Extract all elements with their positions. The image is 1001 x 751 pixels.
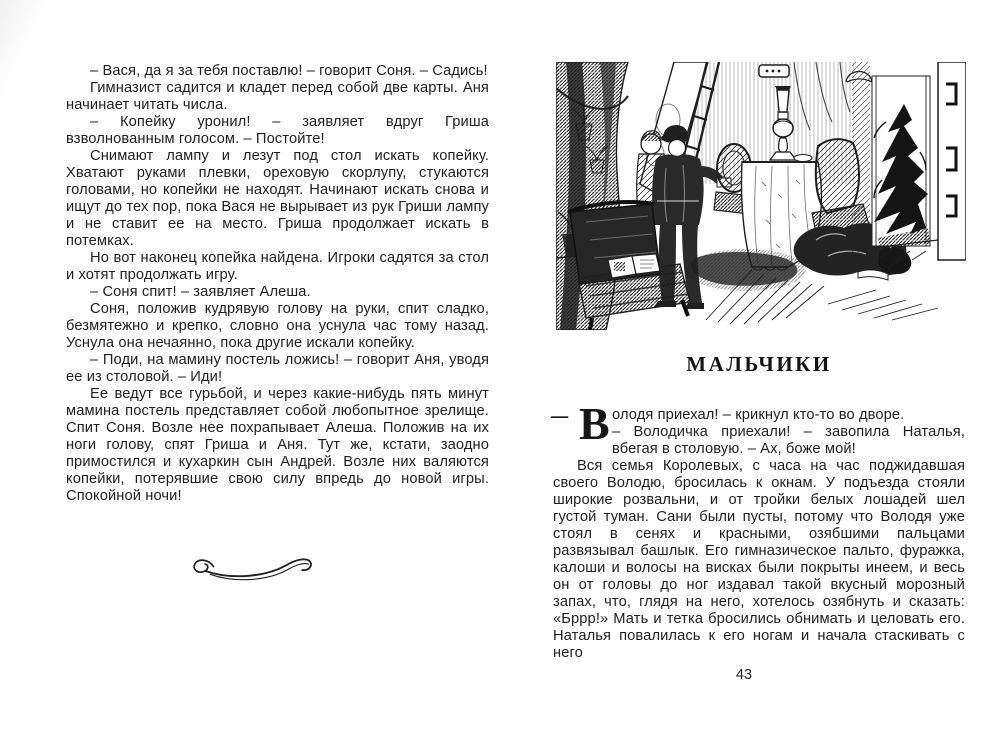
paragraph: Но вот наконец копейка найдена. Игроки садятся за стол и хотят продолжать игру.	[66, 250, 489, 283]
page-number: 43	[735, 667, 753, 683]
right-page	[553, 0, 965, 751]
paragraph: Соня, положив кудрявую голову на руки, спит сладко, безмятежно и крепко, словно она уснула час тому назад. Уснула она нечаянно, пока другие искали копейку.	[66, 301, 489, 351]
opening-paragraph	[551, 396, 965, 458]
left-page-text	[66, 63, 489, 505]
paragraph: Вся семья Королевых, с часа на час поджидавшая своего Володю, бросилась к окнам. У подъезда стояли широкие розвальни, и от тройки белых лошадей шел густой туман. Сани были пусты, потому что Володя уже стоял в сенях и красными, озябшими пальцами развязывал башлык. Его гимназическое пальто, фуражка, калоши и волосы на висках были покрыты инеем, и весь он от головы до ног издавал такой вкусный морозный запах, что, глядя на него, хотелось озябнуть и сказать: «Бррр!» Мать и тетка бросились обнимать и целовать его. Наталья повалилась к его ногам и начала стаскивать с него	[553, 458, 965, 661]
paragraph: Гимназист садится и кладет перед собой две карты. Аня начинает читать числа.	[66, 80, 489, 113]
paragraph: олодя приехал! – крикнул кто-то во дворе.	[612, 407, 905, 423]
chapter-title: МАЛЬЧИКИ	[686, 352, 832, 376]
paragraph: Снимают лампу и лезут под стол искать копейку. Хватают руками плевки, ореховую скорлупу, стукаются головами, но копейки не находят. Начинают искать снова и ищут до тех пор, пока Вася не вырывает из рук Гриши лампу и не ставит ее на место. Гриша продолжает искать в потемках.	[66, 148, 489, 249]
paragraph: – Соня спит! – заявляет Алеша.	[90, 284, 311, 300]
illustration-doorway-tree	[852, 62, 966, 268]
drop-cap	[551, 396, 610, 449]
section-end-flourish-icon	[188, 547, 316, 585]
drop-cap-letter: В	[579, 398, 610, 449]
paragraph: – Володичка приехали! – завопила Наталья, вбегая в столовую. – Ах, боже мой!	[612, 424, 965, 457]
paragraph: – Копейку уронил! – заявляет вдруг Гриша взволнованным голосом. – Постойте!	[66, 114, 489, 147]
right-page-text	[551, 396, 965, 662]
right-page-paragraphs	[553, 458, 965, 662]
scene-illustration-svg	[556, 62, 966, 330]
paragraph: – Поди, на мамину постель ложись! – говорит Аня, уводя ее из столовой. – Иди!	[66, 352, 489, 385]
paragraph: – Вася, да я за тебя поставлю! – говорит Соня. – Садись!	[90, 63, 488, 79]
drop-cap-dash: –	[551, 396, 569, 433]
paragraph: Ее ведут все гурьбой, и через какие-нибудь пять минут мамина постель представляет собой любопытное зрелище. Спит Соня. Возле нее похрапывает Алеша. Положив на их ноги голову, спят Гриша и Аня. Тут же, кстати, заодно примостился и кухаркин сын Андрей. Возле них валяются копейки, потерявшие свою силу впредь до новой игры. Спокойной ночи!	[66, 386, 489, 504]
chapter-illustration	[556, 62, 966, 330]
left-page	[66, 0, 489, 751]
